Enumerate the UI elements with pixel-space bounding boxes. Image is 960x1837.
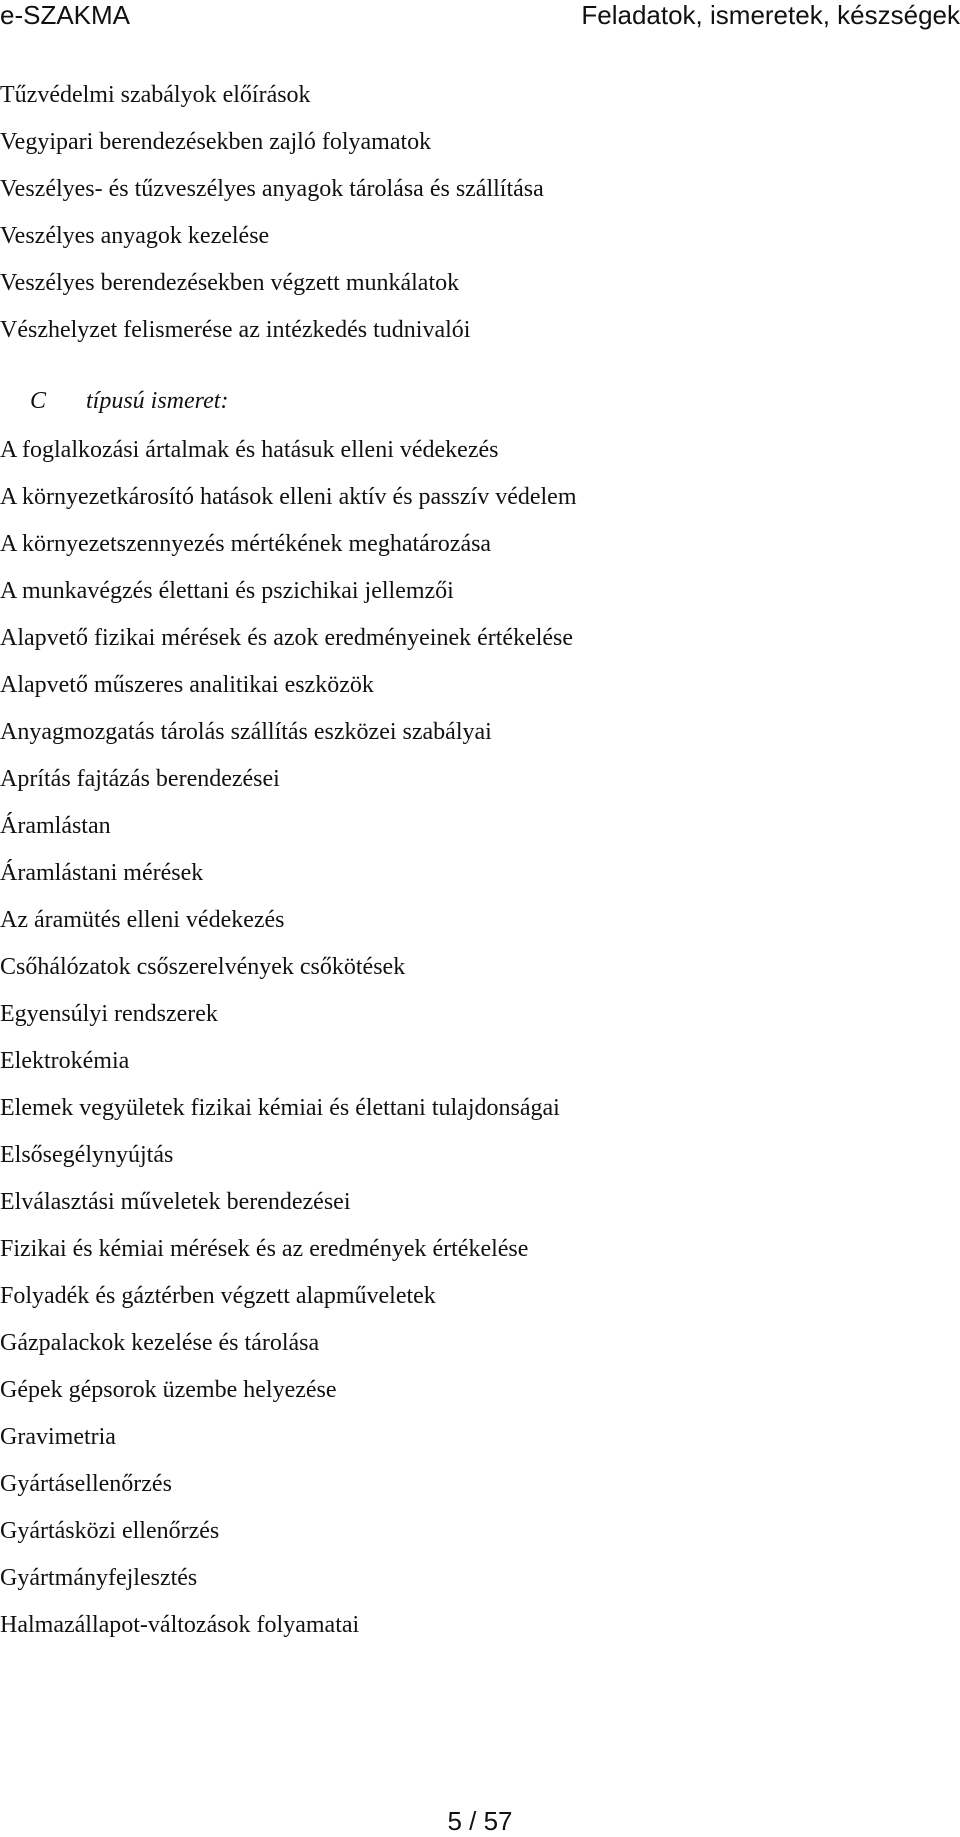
list-item: Veszélyes berendezésekben végzett munkálatok bbox=[0, 270, 460, 296]
list-item: Gyártásközi ellenőrzés bbox=[0, 1518, 220, 1544]
list-item: Veszélyes anyagok kezelése bbox=[0, 223, 270, 249]
section-heading-c bbox=[0, 378, 960, 425]
list-item: Egyensúlyi rendszerek bbox=[0, 1001, 218, 1027]
list-item: Aprítás fajtázás berendezései bbox=[0, 766, 280, 792]
list-item: Gyártásellenőrzés bbox=[0, 1471, 172, 1497]
list-item: Az áramütés elleni védekezés bbox=[0, 907, 285, 933]
list-item: Fizikai és kémiai mérések és az eredmények értékelése bbox=[0, 1236, 529, 1262]
list-item: Elemek vegyületek fizikai kémiai és élettani tulajdonságai bbox=[0, 1095, 560, 1121]
knowledge-list-top bbox=[0, 72, 960, 354]
list-item: Anyagmozgatás tárolás szállítás eszközei szabályai bbox=[0, 719, 492, 745]
list-item: Áramlástani mérések bbox=[0, 860, 204, 886]
section-label: típusú ismeret: bbox=[86, 388, 229, 414]
list-item: Halmazállapot-változások folyamatai bbox=[0, 1612, 360, 1638]
section-letter: C bbox=[30, 388, 47, 414]
list-item: Elválasztási műveletek berendezései bbox=[0, 1189, 351, 1215]
list-item: Gyártmányfejlesztés bbox=[0, 1565, 198, 1591]
list-item: A környezetszennyezés mértékének meghatározása bbox=[0, 531, 492, 557]
list-item: Elektrokémia bbox=[0, 1048, 130, 1074]
list-item: Vegyipari berendezésekben zajló folyamatok bbox=[0, 129, 432, 155]
knowledge-list-c bbox=[0, 427, 960, 1649]
list-item: Alapvető műszeres analitikai eszközök bbox=[0, 672, 374, 698]
list-item: A foglalkozási ártalmak és hatásuk elleni védekezés bbox=[0, 437, 499, 463]
list-item: Elsősegélynyújtás bbox=[0, 1142, 174, 1168]
header-left-text: e-SZAKMA bbox=[0, 0, 131, 30]
list-item: A környezetkárosító hatások elleni aktív és passzív védelem bbox=[0, 484, 577, 510]
list-item: Tűzvédelmi szabályok előírások bbox=[0, 82, 311, 108]
list-item: Csőhálózatok csőszerelvények csőkötések bbox=[0, 954, 406, 980]
list-item: Gázpalackok kezelése és tárolása bbox=[0, 1330, 320, 1356]
list-item: Alapvető fizikai mérések és azok eredményeinek értékelése bbox=[0, 625, 574, 651]
list-item: Vészhelyzet felismerése az intézkedés tudnivalói bbox=[0, 317, 471, 343]
header-right-text: Feladatok, ismeretek, készségek bbox=[581, 0, 960, 30]
page-number: 5 / 57 bbox=[447, 1806, 513, 1836]
list-item: Gravimetria bbox=[0, 1424, 116, 1450]
list-item: A munkavégzés élettani és pszichikai jellemzői bbox=[0, 578, 454, 604]
list-item: Folyadék és gáztérben végzett alapműveletek bbox=[0, 1283, 436, 1309]
list-item: Áramlástan bbox=[0, 813, 111, 839]
list-item: Veszélyes- és tűzveszélyes anyagok tárolása és szállítása bbox=[0, 176, 544, 202]
page-header bbox=[0, 0, 960, 30]
list-item: Gépek gépsorok üzembe helyezése bbox=[0, 1377, 337, 1403]
